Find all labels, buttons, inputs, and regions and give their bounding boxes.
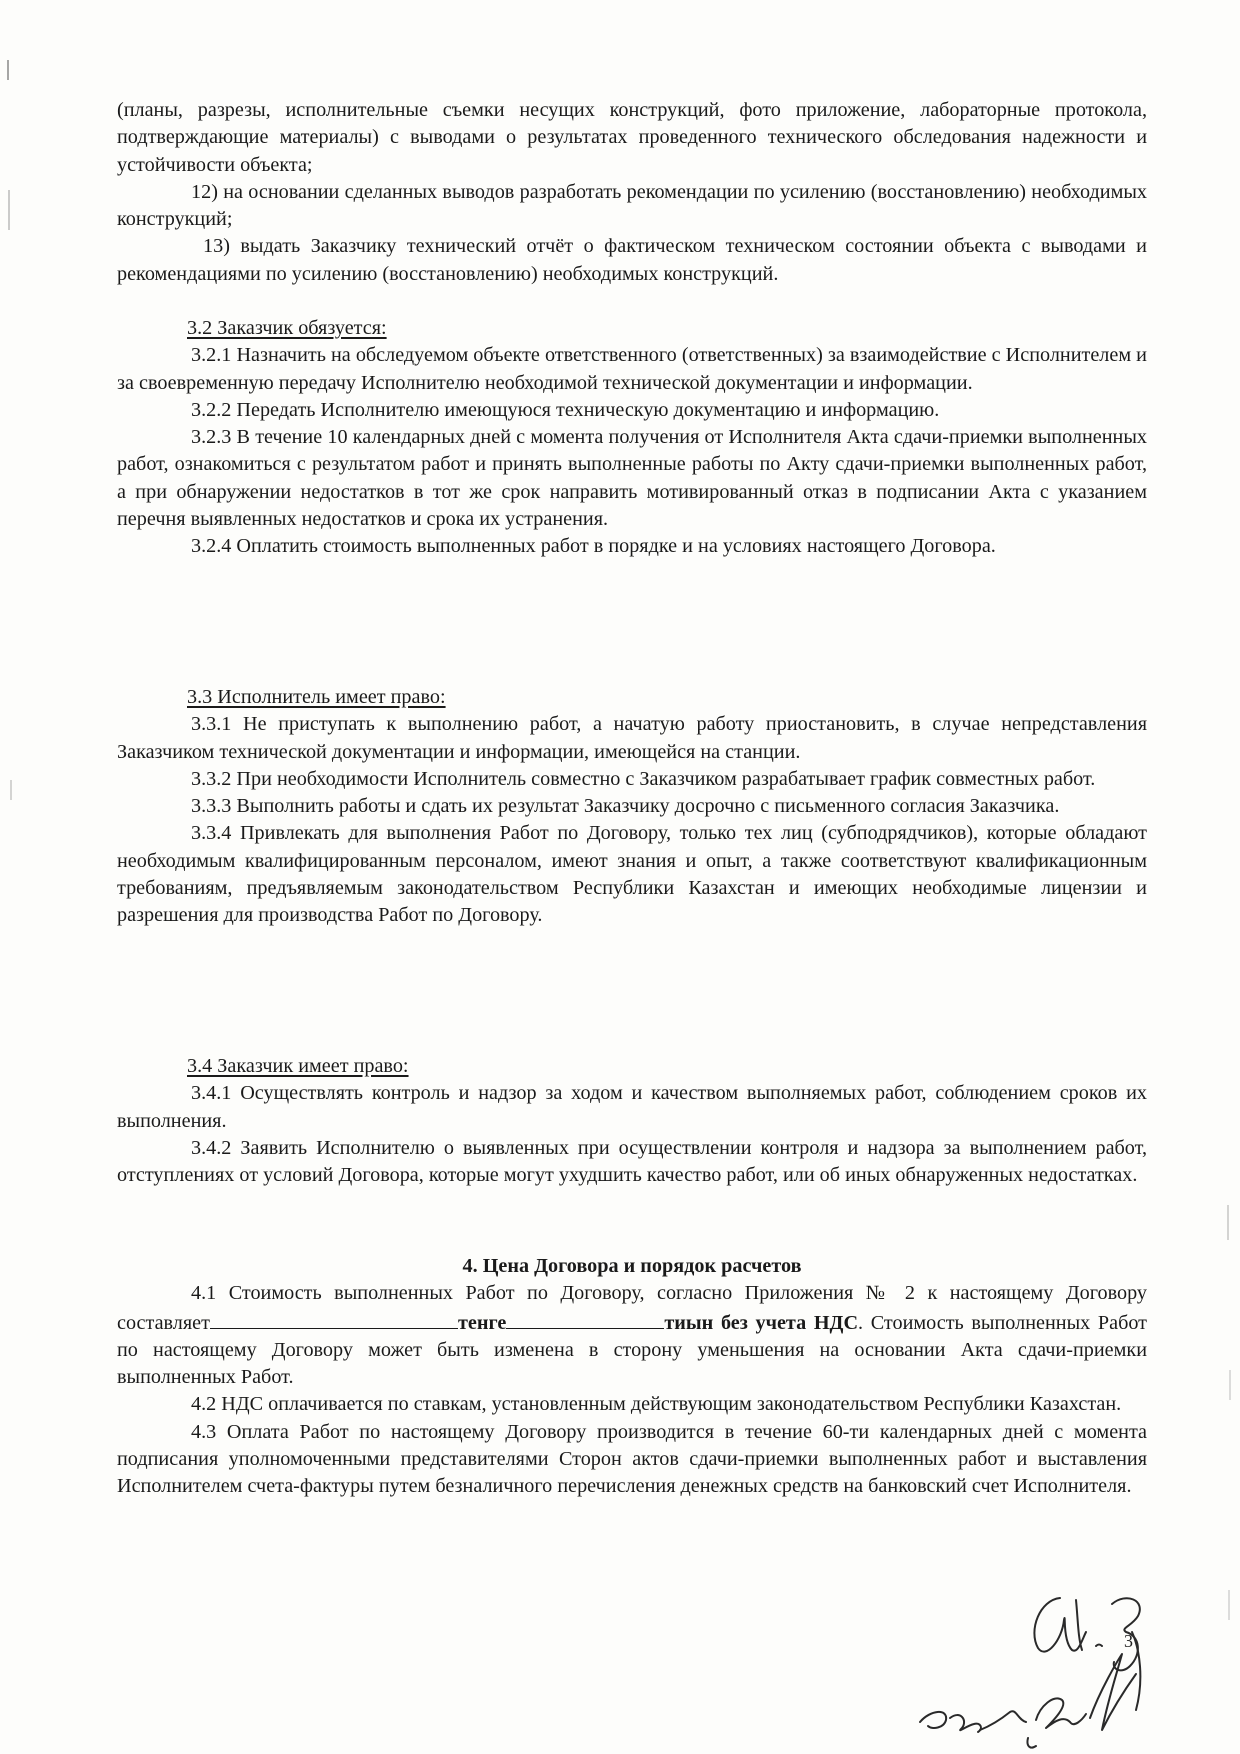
clause-3-2-1: 3.2.1 Назначить на обследуемом объекте ответственного (ответственных) за взаимодействие с Исполнителем и за своевременную передачу Исполнителю необходимой технической документации и информации. xyxy=(117,344,1147,394)
clause-4-1-text: 4.1 Стоимость выполненных Работ по Договору, согласно Приложения № 2 к настоящему Договору составляет xyxy=(117,1282,1147,1334)
amount-tiyn-blank[interactable] xyxy=(506,1308,664,1329)
section-3-4-heading: 3.4 Заказчик имеет право: xyxy=(187,1055,409,1077)
section-4 xyxy=(117,1253,1147,1501)
section-3-2-heading: 3.2 Заказчик обязуется: xyxy=(187,317,387,339)
clause-3-2-3: 3.2.3 В течение 10 календарных дней с момента получения от Исполнителя Акта сдачи-приемки выполненных работ, ознакомиться с результатом работ и принять выполненные работы по Акту сдачи-приемки выполненных работ, а при обнаружении недостатков в тот же срок направить мотивированный отказ в подписании Акта с указанием перечня выявленных недостатков и срока их устранения. xyxy=(117,426,1147,531)
section-3-2 xyxy=(117,315,1147,561)
amount-tenge-blank[interactable] xyxy=(210,1308,458,1329)
clause-3-2-4: 3.2.4 Оплатить стоимость выполненных работ в порядке и на условиях настоящего Договора. xyxy=(191,535,996,558)
tiyn-vat-label: тиын без учета НДС xyxy=(664,1311,859,1334)
clause-4-3: 4.3 Оплата Работ по настоящему Договору производится в течение 60-ти календарных дней с момента подписания уполномоченными представителями Сторон актов сдачи-приемки выполненных работ и выставления Исполнителем счета-фактуры путем безналичного перечисления денежных средств на банковский счет Исполнителя. xyxy=(117,1420,1147,1498)
clause-3-3-4: 3.3.4 Привлекать для выполнения Работ по Договору, только тех лиц (субподрядчиков), которые обладают необходимым квалифицированным персоналом, имеют знания и опыт, а также соответствуют квалификационным требованиям, предъявляемым законодательством Республики Казахстан и имеющих необходимые лицензии и разрешения для производства Работ по Договору. xyxy=(117,822,1147,927)
clause-4-1-continuation: . Стоимость выполненных Работ по настоящему Договору может быть изменена в сторону уменьшения на основании Акта сдачи-приемки выполненных Работ. xyxy=(117,1311,1147,1389)
clause-3-3-2: 3.3.2 При необходимости Исполнитель совместно с Заказчиком разрабатывает график совместных работ. xyxy=(191,767,1096,790)
clause-3-3-3: 3.3.3 Выполнить работы и сдать их результат Заказчику досрочно с письменного согласия Заказчика. xyxy=(191,795,1060,818)
clause-4-1 xyxy=(117,1280,1147,1391)
item-12-paragraph: 12) на основании сделанных выводов разработать рекомендации по усилению (восстановлению) необходимых конструкций; xyxy=(117,180,1147,231)
clause-4-2: 4.2 НДС оплачивается по ставкам, установленным действующим законодательством Республики Казахстан. xyxy=(191,1393,1122,1416)
page-number: 3 xyxy=(1124,1631,1133,1651)
top-continuation-paragraph: (планы, разрезы, исполнительные съемки несущих конструкций, фото приложение, лабораторные протокола, подтверждающие материалы) с выводами о результатах проведенного технического обследования надежности и устойчивости объекта; xyxy=(117,99,1147,176)
clause-3-3-1: 3.3.1 Не приступать к выполнению работ, а начатую работу приостановить, в случае непредставления Заказчиком технической документации и информации, имеющейся на станции. xyxy=(117,713,1147,763)
item-13-paragraph: 13) выдать Заказчику технический отчёт о фактическом техническом состоянии объекта с выводами и рекомендациями по усилению (восстановлению) необходимых конструкций. xyxy=(117,235,1147,285)
clause-3-4-1: 3.4.1 Осуществлять контроль и надзор за ходом и качеством выполняемых работ, соблюдением сроков их выполнения. xyxy=(117,1082,1147,1132)
clause-3-4-2: 3.4.2 Заявить Исполнителю о выявленных при осуществлении контроля и надзора за выполнением работ, отступлениях от условий Договора, которые могут ухудшить качество работ, или об иных обнаруженных недостатках. xyxy=(117,1136,1147,1187)
section-3-4 xyxy=(117,1053,1147,1189)
intro-block xyxy=(117,97,1147,288)
tenge-label: тенге xyxy=(457,1311,507,1334)
handwritten-signature xyxy=(850,1570,1180,1750)
clause-3-2-2: 3.2.2 Передать Исполнителю имеющуюся техническую документацию и информацию. xyxy=(191,398,940,421)
section-4-title: 4. Цена Договора и порядок расчетов xyxy=(462,1255,802,1277)
section-3-3 xyxy=(117,684,1147,930)
section-3-3-heading: 3.3 Исполнитель имеет право: xyxy=(187,686,446,708)
